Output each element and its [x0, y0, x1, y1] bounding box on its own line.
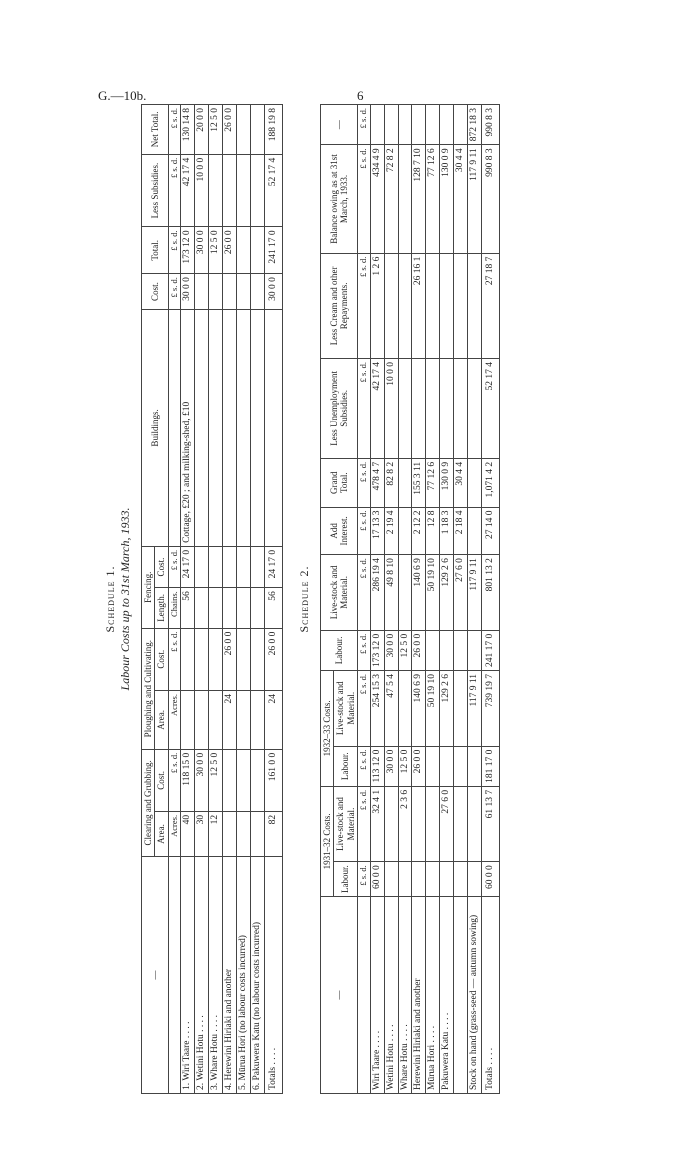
s2-cell-lsm: 140 6 9: [412, 555, 426, 631]
s2-cell-m32: [454, 670, 468, 746]
s1-cell-pc-cost: [251, 628, 265, 690]
s2-cell-m31: [426, 786, 440, 861]
s1-cell-total: [251, 227, 265, 274]
schedule1-subtitle: Labour Costs up to 31st March, 1933.: [118, 507, 132, 691]
unit-row: [357, 105, 370, 1094]
s2-total-lab: 241 17 0: [482, 630, 500, 670]
s1-cell-bldg: Cottage, £20 ; and milking-shed, £10: [181, 309, 195, 546]
s2-cell-m31: [384, 786, 398, 861]
row-name: Mūrua Hori . . . .: [426, 897, 440, 1094]
s1-cell-pc-area: 24: [223, 691, 237, 750]
s1-cell-b-cost: [209, 274, 223, 310]
unit-cell: Acres.: [168, 811, 181, 856]
s1-ploughing-header: Ploughing and Cultivating.: [142, 628, 155, 749]
s1-cell-f-cost: [237, 546, 251, 587]
s2-cell-lsm: 49 8 10: [384, 555, 398, 631]
s1-f-length-header: Length.: [155, 588, 168, 628]
s2-side-cell: [398, 105, 412, 145]
s1-total-f-len: 56: [264, 588, 282, 628]
totals-label: Totals . . . .: [264, 857, 282, 1094]
s1-cell-f-len: [251, 588, 265, 628]
s2-side-cell: [440, 105, 454, 145]
row-name: Herewini Hiriaki and another: [412, 897, 426, 1094]
s2-cell-l32: [426, 746, 440, 786]
s2-cell-lab: 26 0 0: [412, 630, 426, 670]
s1-cell-cg-cost: 118 15 0: [181, 749, 195, 811]
s2-side-cell: 872 18 3: [468, 105, 482, 145]
s1-cell-f-cost: [209, 546, 223, 587]
s2-total-grand: 1,071 4 2: [482, 458, 500, 507]
s2-l31-header: Labour.: [334, 862, 358, 897]
s1-cell-total: 26 0 0: [223, 227, 237, 274]
unit-cell: £ s. d.: [357, 555, 370, 631]
s1-cell-f-cost: [195, 546, 209, 587]
s1-cell-f-cost: 24 17 0: [181, 546, 195, 587]
table-row: [440, 105, 454, 1094]
s2-cell-m32: 254 15 3: [370, 670, 384, 746]
s2-costs-1932-header: 1932–33 Costs.: [320, 670, 333, 786]
s2-cell-m32: [398, 670, 412, 746]
s1-cell-b-cost: [237, 274, 251, 310]
s1-cell-pc-cost: [237, 628, 251, 690]
s1-cell-bldg: [237, 309, 251, 546]
table-row: [370, 105, 384, 1094]
s1-cell-cg-area: 30: [195, 811, 209, 856]
s1-total-pc-cost: 26 0 0: [264, 628, 282, 690]
s2-cell-grand: 30 4 4: [454, 458, 468, 507]
s1-total-total: 241 17 0: [264, 227, 282, 274]
row-name: Pakuwera Katu . . . .: [440, 897, 454, 1094]
table-row: [468, 105, 482, 1094]
s1-cell-f-cost: [223, 546, 237, 587]
s2-labour-header: Labour.: [320, 630, 357, 670]
unit-cell: £ s. d.: [168, 628, 181, 690]
table-row: [195, 105, 209, 1094]
s2-cell-grand: [398, 458, 412, 507]
s2-cell-m31: 32 4 1: [370, 786, 384, 861]
s2-cell-m31: 2 3 6: [398, 786, 412, 861]
s1-cell-net: 26 0 0: [223, 105, 237, 155]
s2-total-m32: 739 19 7: [482, 670, 500, 746]
s1-cell-pc-cost: [195, 628, 209, 690]
s2-side-cell: [384, 105, 398, 145]
table-row: [209, 105, 223, 1094]
unit-cell: £ s. d.: [357, 862, 370, 897]
s2-cell-l31: [426, 862, 440, 897]
s2-cell-m31: [468, 786, 482, 861]
s2-cell-cream: [398, 253, 412, 358]
s1-cell-b-cost: [195, 274, 209, 310]
s1-cell-less: [223, 154, 237, 227]
s1-cell-cg-area: [223, 811, 237, 856]
s2-cell-bal: 72 8 2: [384, 145, 398, 253]
s2-cell-cream: [454, 253, 468, 358]
s2-cell-int: 2 12 2: [412, 507, 426, 555]
totals-row: [482, 105, 500, 1094]
document-code: G.—10b.: [98, 88, 147, 103]
s1-cell-b-cost: 30 0 0: [181, 274, 195, 310]
s2-total-side: 990 8 3: [482, 105, 500, 145]
s2-m32-header: Live-stock and Material.: [334, 670, 358, 746]
row-name: Wiri Taare . . . .: [370, 897, 384, 1094]
s1-total-cg-area: 82: [264, 811, 282, 856]
s2-side-cell: [426, 105, 440, 145]
unit-cell: £ s. d.: [357, 359, 370, 459]
unit-cell: £ s. d.: [357, 105, 370, 145]
s2-cell-l32: 12 5 0: [398, 746, 412, 786]
s2-cell-l32: 113 12 0: [370, 746, 384, 786]
s1-f-cost-header: Cost.: [155, 546, 168, 587]
s1-cell-total: 30 0 0: [195, 227, 209, 274]
unit-cell: [168, 857, 181, 1094]
s2-side-cell: [454, 105, 468, 145]
s2-cell-unemp: 42 17 4: [370, 359, 384, 459]
s1-cell-f-len: [209, 588, 223, 628]
row-name: [454, 897, 468, 1094]
table-row: [181, 105, 195, 1094]
s2-cell-m32: 50 19 10: [426, 670, 440, 746]
s1-name-header: —: [142, 857, 169, 1094]
s1-cell-less: [237, 154, 251, 227]
s2-grand-total-header: Grand Total.: [320, 458, 357, 507]
s1-cell-pc-area: [195, 691, 209, 750]
s1-cell-b-cost: [251, 274, 265, 310]
s2-cell-m31: 27 6 0: [440, 786, 454, 861]
s2-cell-int: 2 18 4: [454, 507, 468, 555]
s2-cell-int: 2 19 4: [384, 507, 398, 555]
s2-cell-cream: [384, 253, 398, 358]
unit-cell: £ s. d.: [357, 507, 370, 555]
s1-cell-pc-cost: [209, 628, 223, 690]
totals-row: [264, 105, 282, 1094]
s1-pc-cost-header: Cost.: [155, 628, 168, 690]
s1-cell-net: [251, 105, 265, 155]
s2-cell-l31: [440, 862, 454, 897]
schedule1-title: Schedule 1.: [103, 565, 117, 633]
s2-cell-unemp: 10 0 0: [384, 359, 398, 459]
s2-cell-l32: [440, 746, 454, 786]
s1-fencing-header: Fencing.: [142, 546, 155, 628]
s2-cell-m31: [454, 786, 468, 861]
schedule2-table: [320, 104, 500, 1094]
s2-cell-grand: 130 0 9: [440, 458, 454, 507]
s2-name-header: —: [320, 897, 357, 1094]
s2-cell-l31: [398, 862, 412, 897]
s2-cell-lab: [440, 630, 454, 670]
s2-cell-lsm: 50 19 10: [426, 555, 440, 631]
schedule1-body: [168, 105, 282, 1094]
s1-total-bldg: [264, 309, 282, 546]
row-name: 4. Herewini Hiriaki and another: [223, 857, 237, 1094]
s2-cell-lab: [426, 630, 440, 670]
s2-cell-lab: 173 12 0: [370, 630, 384, 670]
s2-cell-l31: [412, 862, 426, 897]
s2-total-l32: 181 17 0: [482, 746, 500, 786]
s2-balance-header: Balance owing as at 31st March, 1933.: [320, 145, 357, 253]
row-name: Wetini Hotu . . . .: [384, 897, 398, 1094]
s1-total-header: Total.: [142, 227, 169, 274]
row-name: 6. Pakuwera Katu (no labour costs incurred): [251, 857, 265, 1094]
s1-cell-bldg: [223, 309, 237, 546]
s1-cell-f-len: [195, 588, 209, 628]
s1-cell-pc-area: [209, 691, 223, 750]
s2-total-int: 27 14 0: [482, 507, 500, 555]
row-name: 1. Wiri Taare . . . .: [181, 857, 195, 1094]
s2-cell-l32: [468, 746, 482, 786]
s1-cell-total: 173 12 0: [181, 227, 195, 274]
unit-cell: £ s. d.: [168, 274, 181, 310]
row-name: 5. Mūrua Hori (no labour costs incurred): [237, 857, 251, 1094]
s1-cost-header: Cost.: [142, 274, 169, 310]
s2-cell-lsm: 286 19 4: [370, 555, 384, 631]
s1-cell-f-cost: [251, 546, 265, 587]
s1-cell-pc-area: [181, 691, 195, 750]
s2-cell-grand: 77 12 6: [426, 458, 440, 507]
s1-less-subsidies-header: Less Subsidies.: [142, 154, 169, 227]
s1-total-b-cost: 30 0 0: [264, 274, 282, 310]
s1-cell-less: [209, 154, 223, 227]
s2-cell-bal: 130 0 9: [440, 145, 454, 253]
s1-cell-cg-area: [251, 811, 265, 856]
s2-add-interest-header: Add Interest.: [320, 507, 357, 555]
s2-cell-unemp: [412, 359, 426, 459]
s2-side-cell: [412, 105, 426, 145]
s1-total-f-cost: 24 17 0: [264, 546, 282, 587]
s2-cell-l31: [468, 862, 482, 897]
s1-cell-b-cost: [223, 274, 237, 310]
s2-l32-header: Labour.: [334, 746, 358, 786]
s1-cell-f-len: [237, 588, 251, 628]
unit-cell: £ s. d.: [357, 145, 370, 253]
s2-cell-bal: 77 12 6: [426, 145, 440, 253]
s2-cell-l32: [454, 746, 468, 786]
s2-cell-m32: 47 5 4: [384, 670, 398, 746]
table-row: [412, 105, 426, 1094]
s1-cell-pc-cost: [181, 628, 195, 690]
totals-label: Totals . . . .: [482, 897, 500, 1094]
s2-cell-lsm: 129 2 6: [440, 555, 454, 631]
s1-cell-less: [251, 154, 265, 227]
s1-cell-bldg: [251, 309, 265, 546]
s2-less-cream-header: Less Cream and other Repayments.: [320, 253, 357, 358]
s1-pc-area-header: Area.: [155, 691, 168, 750]
s2-cell-unemp: [398, 359, 412, 459]
s1-cg-area-header: Area.: [155, 811, 168, 856]
page-number: 6: [357, 88, 364, 103]
s2-total-cream: 27 18 7: [482, 253, 500, 358]
unit-cell: £ s. d.: [357, 253, 370, 358]
s2-cell-l32: 30 0 0: [384, 746, 398, 786]
unit-cell: £ s. d.: [357, 746, 370, 786]
s2-cell-unemp: [454, 359, 468, 459]
table-row: [398, 105, 412, 1094]
s1-cell-cg-cost: [223, 749, 237, 811]
unit-cell: £ s. d.: [168, 227, 181, 274]
s2-cell-int: [398, 507, 412, 555]
table-row: [223, 105, 237, 1094]
s2-cell-lsm: 117 9 11: [468, 555, 482, 631]
s2-cell-cream: [468, 253, 482, 358]
s1-total-less: 52 17 4: [264, 154, 282, 227]
s1-cell-net: 12 5 0: [209, 105, 223, 155]
s1-cell-bldg: [195, 309, 209, 546]
s1-total-cg-cost: 161 0 0: [264, 749, 282, 811]
unit-cell: £ s. d.: [357, 786, 370, 861]
s2-side-cell: [370, 105, 384, 145]
s2-total-l31: 60 0 0: [482, 862, 500, 897]
s2-cell-lab: [468, 630, 482, 670]
s1-cell-cg-cost: 30 0 0: [195, 749, 209, 811]
s2-cell-l31: [454, 862, 468, 897]
s2-cell-cream: 1 2 6: [370, 253, 384, 358]
unit-cell: Acres.: [168, 691, 181, 750]
s2-cell-lab: 12 5 0: [398, 630, 412, 670]
s2-cell-bal: 30 4 4: [454, 145, 468, 253]
s1-net-total-header: Net Total.: [142, 105, 169, 155]
s2-cell-grand: 155 3 11: [412, 458, 426, 507]
s2-total-lsm: 801 13 2: [482, 555, 500, 631]
s2-cell-lab: 30 0 0: [384, 630, 398, 670]
rotated-tables-sheet: [99, 104, 624, 1094]
s2-cell-lab: [454, 630, 468, 670]
row-name: 3. Whare Hotu . . . .: [209, 857, 223, 1094]
s1-cell-bldg: [209, 309, 223, 546]
s1-cell-cg-area: [237, 811, 251, 856]
s2-total-unemp: 52 17 4: [482, 359, 500, 459]
s2-cell-l32: 26 0 0: [412, 746, 426, 786]
s1-cell-cg-cost: [237, 749, 251, 811]
s1-cell-pc-area: [251, 691, 265, 750]
s1-cell-total: [237, 227, 251, 274]
s2-total-m31: 61 13 7: [482, 786, 500, 861]
unit-cell: [168, 309, 181, 546]
unit-cell: Chains.: [168, 588, 181, 628]
s2-cell-m31: [412, 786, 426, 861]
s2-cell-cream: 26 16 1: [412, 253, 426, 358]
s1-cell-net: [237, 105, 251, 155]
s1-clearing-header: Clearing and Grubbing.: [142, 749, 155, 856]
schedule2-body: [357, 105, 499, 1094]
unit-cell: £ s. d.: [168, 154, 181, 227]
s1-cell-cg-cost: 12 5 0: [209, 749, 223, 811]
table-row: [251, 105, 265, 1094]
s2-cell-unemp: [426, 359, 440, 459]
s1-cell-net: 20 0 0: [195, 105, 209, 155]
s2-cell-cream: [426, 253, 440, 358]
s1-cell-less: 10 0 0: [195, 154, 209, 227]
s2-cell-m32: 140 6 9: [412, 670, 426, 746]
table-row: [237, 105, 251, 1094]
table-row: [384, 105, 398, 1094]
s2-cell-lsm: [398, 555, 412, 631]
unit-cell: £ s. d.: [168, 749, 181, 811]
s2-cell-bal: [398, 145, 412, 253]
schedule2-title: Schedule 2.: [296, 565, 311, 633]
s2-cell-grand: 82 8 2: [384, 458, 398, 507]
s1-cg-cost-header: Cost.: [155, 749, 168, 811]
row-name: Whare Hotu . . . .: [398, 897, 412, 1094]
s2-cell-int: 17 13 3: [370, 507, 384, 555]
s2-cell-cream: [440, 253, 454, 358]
s2-cell-bal: 117 9 11: [468, 145, 482, 253]
s2-side-header: —: [320, 105, 357, 145]
s1-cell-f-len: 56: [181, 588, 195, 628]
s2-cell-m32: 129 2 6: [440, 670, 454, 746]
s1-cell-cg-cost: [251, 749, 265, 811]
table-row: [426, 105, 440, 1094]
s2-cell-m32: 117 9 11: [468, 670, 482, 746]
s2-total-bal: 990 8 3: [482, 145, 500, 253]
s1-buildings-header: Buildings.: [142, 309, 169, 546]
s1-total-net: 188 19 8: [264, 105, 282, 155]
unit-cell: [357, 897, 370, 1094]
s1-cell-f-len: [223, 588, 237, 628]
unit-cell: £ s. d.: [168, 105, 181, 155]
s1-total-pc-area: 24: [264, 691, 282, 750]
s2-cell-bal: 128 7 10: [412, 145, 426, 253]
s2-m31-header: Live-stock and Material.: [334, 786, 358, 861]
schedule1-table: [141, 104, 283, 1094]
s2-livestock-header: Live-stock and Material.: [320, 555, 357, 631]
row-name: 2. Wetini Hotu . . . .: [195, 857, 209, 1094]
s2-cell-bal: 434 4 9: [370, 145, 384, 253]
unit-cell: £ s. d.: [168, 546, 181, 587]
s2-cell-int: 1 18 3: [440, 507, 454, 555]
s1-cell-cg-area: 40: [181, 811, 195, 856]
row-name: Stock on hand (grass-seed — autumn sowing): [468, 897, 482, 1094]
s2-cell-int: 12 8: [426, 507, 440, 555]
s2-cell-unemp: [468, 359, 482, 459]
table-row: [454, 105, 468, 1094]
s2-cell-unemp: [440, 359, 454, 459]
unit-cell: £ s. d.: [357, 670, 370, 746]
s2-cell-l31: [384, 862, 398, 897]
s1-cell-pc-area: [237, 691, 251, 750]
s2-cell-grand: [468, 458, 482, 507]
s2-cell-lsm: 27 6 0: [454, 555, 468, 631]
unit-cell: £ s. d.: [357, 458, 370, 507]
s2-cell-int: [468, 507, 482, 555]
unit-cell: £ s. d.: [357, 630, 370, 670]
s1-cell-net: 130 14 8: [181, 105, 195, 155]
s1-cell-total: 12 5 0: [209, 227, 223, 274]
s1-cell-cg-area: 12: [209, 811, 223, 856]
s2-cell-grand: 478 4 7: [370, 458, 384, 507]
s2-less-unemployment-header: Less Unemployment Subsidies.: [320, 359, 357, 459]
s2-cell-l31: 60 0 0: [370, 862, 384, 897]
s1-cell-pc-cost: 26 0 0: [223, 628, 237, 690]
s1-cell-less: 42 17 4: [181, 154, 195, 227]
s2-costs-1931-header: 1931–32 Costs.: [320, 786, 333, 896]
